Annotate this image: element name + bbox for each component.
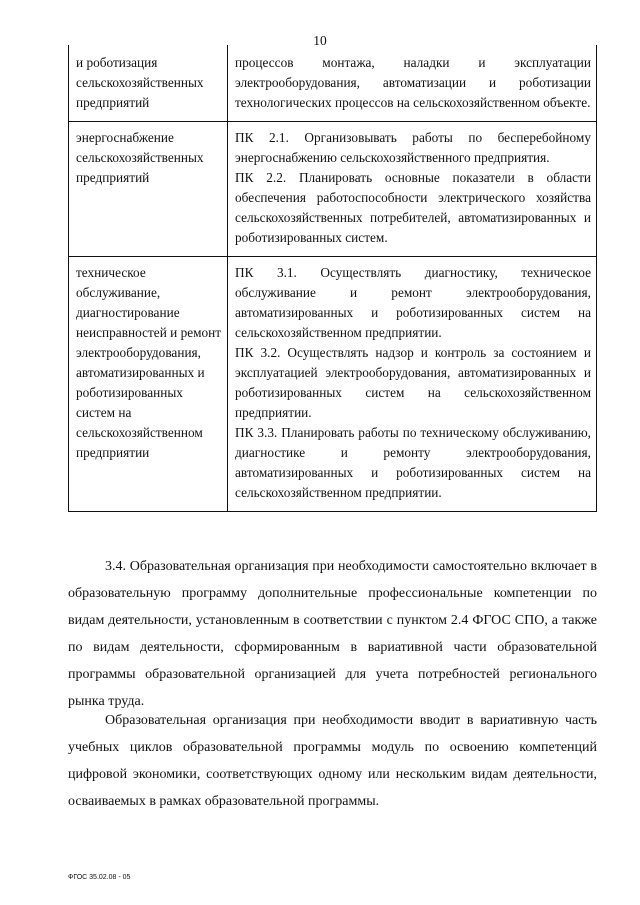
competency-item: ПК 2.2. Планировать основные показатели в области обеспечения работоспособности электрического хозяйства сельскохозяйственных потребителей, автоматизированных и роботизированных систем. [235,170,591,245]
page-number: 10 [313,33,327,48]
paragraph-digital-economy: Образовательная организация при необходимости вводит в вариативную часть учебных циклов образовательной программы модуль по освоению компетенций цифровой экономики, соответствующих одному или нескольким видам деятельности, осваиваемых в рамках образовательной программы. [68,713,597,809]
table-row [69,122,597,257]
competency-item: ПК 3.2. Осуществлять надзор и контроль за состоянием и эксплуатацией электрооборудования, автоматизированных и роботизированных систем на сельскохозяйственном предприятии. [235,345,591,420]
activity-area-cell: энергоснабжение сельскохозяйственных предприятий [69,122,228,257]
table-row [69,257,597,512]
competency-table [68,45,597,512]
document-code-footer: ФГОС 35.02.08 - 05 [68,874,131,881]
competencies-cell [228,122,597,257]
competency-item: ПК 2.1. Организовывать работы по бесперебойному энергоснабжению сельскохозяйственного предприятия. [235,130,591,165]
competencies-cell [228,45,597,122]
table-row [69,45,597,122]
activity-area-cell: техническое обслуживание, диагностирование неисправностей и ремонт электрооборудования, автоматизированных и роботизированных систем на сельскохозяйственном предприятии [69,257,228,512]
competency-item: ПК 3.3. Планировать работы по техническому обслуживанию, диагностике и ремонту электрооборудования, автоматизированных и роботизированных систем на сельскохозяйственном предприятии. [235,425,591,500]
competency-item: ПК 3.1. Осуществлять диагностику, техническое обслуживание и ремонт электрооборудования, автоматизированных и роботизированных систем на сельскохозяйственном предприятии. [235,265,591,340]
activity-area-cell: и роботизация сельскохозяйственных предприятий [69,45,228,122]
competencies-cell [228,257,597,512]
paragraph-3-4: 3.4. Образовательная организация при необходимости самостоятельно включает в образовательную программу дополнительные профессиональные компетенции по видам деятельности, установленным в соответствии с пунктом 2.4 ФГОС СПО, а также по видам деятельности, сформированным в вариативной части образовательной программы образовательной организацией для учета потребностей регионального рынка труда. [68,559,597,709]
competency-item: процессов монтажа, наладки и эксплуатации электрооборудования, автоматизации и роботизации технологических процессов на сельскохозяйственном объекте. [235,55,591,110]
